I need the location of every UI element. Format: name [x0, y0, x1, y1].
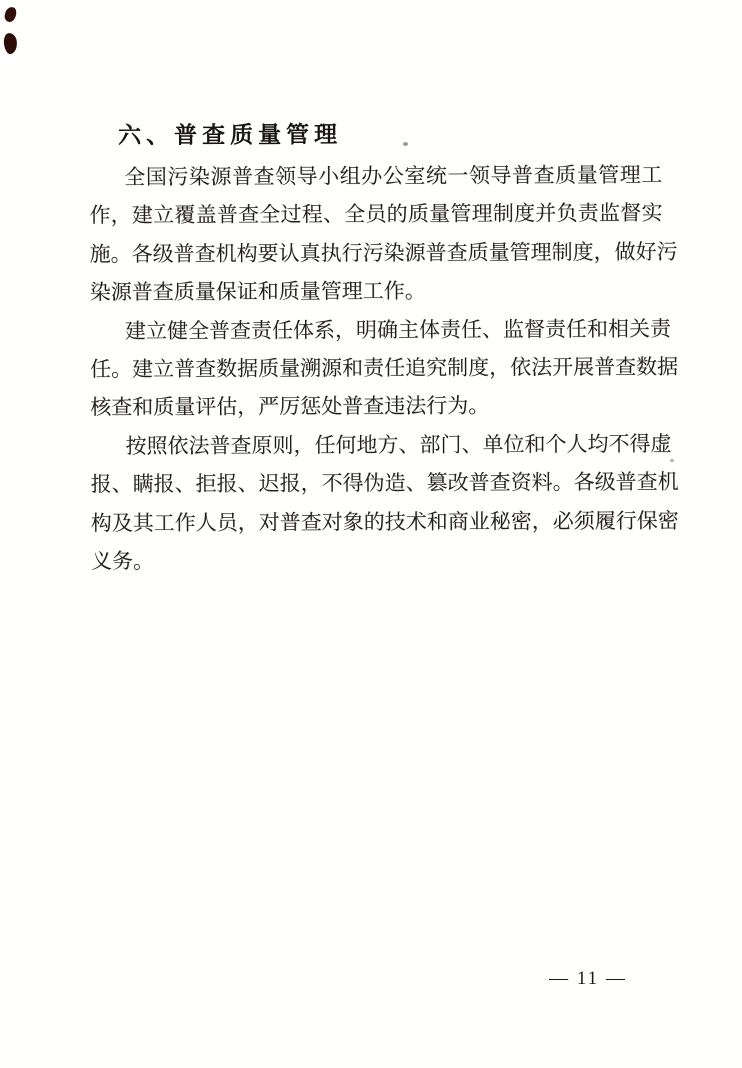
body-text-line: 染源普查质量保证和质量管理工作。: [89, 278, 426, 305]
body-text-line: 施。各级普查机构要认真执行污染源普查质量管理制度，做好污: [89, 239, 678, 267]
body-text-line: 按照依法普查原则，任何地方、部门、单位和个人均不得虚: [125, 431, 672, 458]
page-number: — 11 —: [549, 968, 627, 989]
body-text-line: 全国污染源普查领导小组办公室统一领导普查质量管理工: [124, 162, 663, 190]
section-heading: 六、普查质量管理: [118, 121, 343, 149]
body-text-line: 报、瞒报、拒报、迟报，不得伪造、篡改普查资料。各级普查机: [90, 469, 679, 497]
scan-ink-blot: [3, 32, 19, 55]
body-text-line: 建立健全普查责任体系，明确主体责任、监督责任和相关责: [124, 316, 671, 343]
body-text-line: 构及其工作人员，对普查对象的技术和商业秘密，必须履行保密: [90, 508, 679, 535]
scan-ink-blot: [4, 6, 18, 23]
body-text-line: 任。建立普查数据质量溯源和责任追究制度，依法开展普查数据: [90, 354, 679, 382]
body-text-line: 作，建立覆盖普查全过程、全员的质量管理制度并负责监督实: [89, 201, 663, 228]
body-text-line: 义务。: [90, 548, 154, 574]
body-text-line: 核查和质量评估，严厉惩处普查违法行为。: [90, 393, 490, 420]
text-column: [89, 116, 679, 581]
